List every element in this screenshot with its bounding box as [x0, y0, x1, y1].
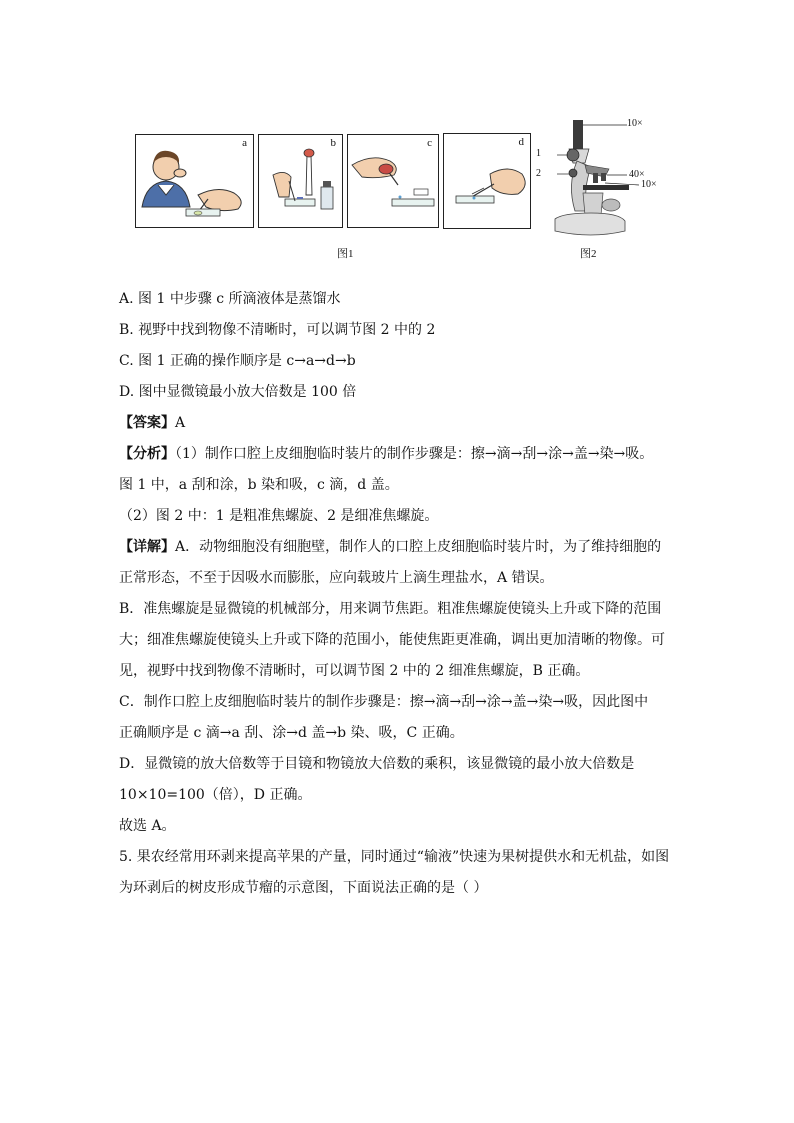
answer-label: 【答案】 — [119, 415, 175, 431]
staining-illustration — [259, 135, 344, 229]
fine-adjustment-label: 2 — [536, 168, 541, 179]
analysis-line-1 — [119, 439, 679, 470]
analysis-line-3: （2）图 2 中：1 是粗准焦螺旋、2 是细准焦螺旋。 — [119, 508, 439, 524]
detail-c-line-1: C．制作口腔上皮细胞临时装片的制作步骤是：擦→滴→刮→涂→盖→染→吸，因此图中 — [119, 694, 649, 710]
figure1-panel-c — [347, 134, 439, 228]
coverslip-illustration — [444, 134, 532, 230]
detail-b-line-2: 大；细准焦螺旋使镜头上升或下降的范围小，能使焦距更准确，调出更加清晰的物像。可 — [119, 632, 665, 648]
figure1-panel-a — [135, 134, 254, 228]
answer-line — [119, 408, 679, 439]
detail-c-line-2: 正确顺序是 c 滴→a 刮、涂→d 盖→b 染、吸，C 正确。 — [119, 725, 464, 741]
objective-high-label: 40× — [629, 169, 645, 180]
option-b: B. 视野中找到物像不清晰时，可以调节图 2 中的 2 — [119, 322, 436, 338]
panel-label-c: c — [427, 137, 432, 149]
detail-d-line-1: D．显微镜的放大倍数等于目镜和物镜放大倍数的乘积，该显微镜的最小放大倍数是 — [119, 756, 635, 772]
detail-label: 【详解】 — [119, 539, 175, 555]
answer-value: A — [175, 415, 186, 431]
conclusion-line: 故选 A。 — [119, 818, 176, 834]
option-c: C. 图 1 正确的操作顺序是 c→a→d→b — [119, 353, 356, 369]
detail-a-text-1: A．动物细胞没有细胞壁，制作人的口腔上皮细胞临时装片时，为了维持细胞的 — [175, 539, 662, 555]
objective-low-label: 10× — [641, 179, 657, 190]
coarse-adjustment-label: 1 — [536, 148, 541, 159]
detail-d-line-2: 10×10=100（倍），D 正确。 — [119, 787, 312, 803]
dropping-illustration — [348, 135, 440, 229]
panel-label-d: d — [518, 136, 524, 148]
figure2-caption: 图2 — [580, 248, 597, 260]
analysis-text-1: （1）制作口腔上皮细胞临时装片的制作步骤是：擦→滴→刮→涂→盖→染→吸。 — [175, 446, 654, 462]
question5-line-2: 为环剥后的树皮形成节瘤的示意图，下面说法正确的是（ ） — [119, 880, 488, 896]
option-a: A. 图 1 中步骤 c 所滴液体是蒸馏水 — [119, 291, 341, 307]
figure-row — [133, 115, 678, 265]
figure1-panel-d — [443, 133, 531, 229]
panel-label-a: a — [242, 137, 247, 149]
figure1-caption: 图1 — [337, 248, 354, 260]
detail-line-1 — [119, 532, 679, 563]
analysis-line-2: 图 1 中，a 刮和涂，b 染和吸，c 滴，d 盖。 — [119, 477, 399, 493]
eyepiece-label: 10× — [627, 118, 643, 129]
figure1-panel-b — [258, 134, 343, 228]
detail-b-line-3: 见，视野中找到物像不清晰时，可以调节图 2 中的 2 细准焦螺旋，B 正确。 — [119, 663, 590, 679]
panel-label-b: b — [330, 137, 336, 149]
detail-a-line-2: 正常形态，不至于因吸水而膨胀，应向载玻片上滴生理盐水，A 错误。 — [119, 570, 554, 586]
answer-options — [119, 284, 679, 904]
cheek-swab-illustration — [136, 135, 255, 229]
detail-b-line-1: B．准焦螺旋是显微镜的机械部分，用来调节焦距。粗准焦螺旋使镜头上升或下降的范围 — [119, 601, 662, 617]
microscope-illustration — [543, 115, 678, 245]
option-d: D. 图中显微镜最小放大倍数是 100 倍 — [119, 384, 357, 400]
question5-line-1: 5. 果农经常用环剥来提高苹果的产量，同时通过“输液”快速为果树提供水和无机盐，如图 — [119, 849, 670, 865]
analysis-label: 【分析】 — [119, 446, 175, 462]
